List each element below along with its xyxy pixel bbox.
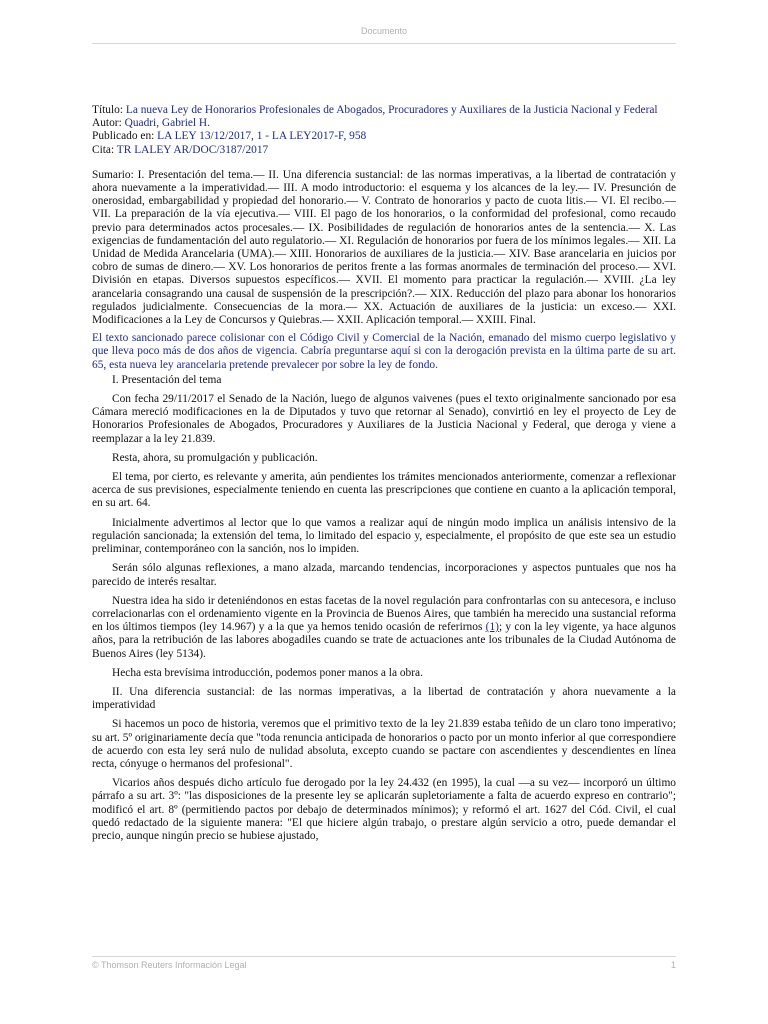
title-line xyxy=(92,104,676,117)
published-link[interactable]: LA LEY 13/12/2017, 1 - LA LEY2017-F, 958 xyxy=(157,130,367,143)
paragraph-text: ; y con la ley vigente, ya hace algunos años, para la retribución de las labores abogadiles cuando se trate de actuaciones ante los tribunales de la Ciudad Autónoma de Buenos Aires (ley 5134). xyxy=(92,621,676,660)
title-label: Título: xyxy=(92,104,126,116)
summary: Sumario: I. Presentación del tema.— II. Una diferencia sustancial: de las normas imperativas, a la libertad de contratación y ahora nuevamente a la imperatividad.— III. A modo introductorio: el esquema y los alcances de la ley.— IV. Presunción de onerosidad, embargabilidad y propiedad del honorario.— V. Contrato de honorarios y pacto de cuota litis.— VI. El recibo.— VII. La preparación de la vía ejecutiva.— VIII. El pago de los honorarios, o la conformidad del profesional, como recaudo previo para determinados actos procesales.— IX. Posibilidades de regulación de honorarios antes de la sentencia.— X. Las exigencias de fundamentación del auto regulatorio.— XI. Regulación de honorarios por fuera de los mínimos legales.— XII. La Unidad de Medida Arancelaria (UMA).— XIII. Honorarios de auxiliares de la justicia.— XIV. Base arancelaria en juicios por cobro de sumas de dinero.— XV. Los honorarios de peritos frente a las formas anormales de terminación del proceso.— XVI. División en etapas. Diversos supuestos específicos.— XVII. El momento para practicar la regulación.— XVIII. ¿La ley arancelaria consagrando una causal de suspensión de la prescripción?.— XIX. Reducción del plazo para abonar los honorarios regulados judicialmente. Consecuencias de la mora.— XX. Actuación de auxiliares de la justicia: un exceso.— XXI. Modificaciones a la Ley de Concursos y Quiebras.— XXII. Aplicación temporal.— XXIII. Final. xyxy=(92,168,676,327)
paragraph-with-footnote xyxy=(92,595,676,661)
paragraph-text: Nuestra idea ha sido ir deteniéndonos en estas facetas de la novel regulación para confrontarlas con su antecesora, e incluso correlacionarlas con el ordenamiento vigente en la Provincia de Buenos Aires, que también ha merecido una sustancial reforma en los últimos tiempos (ley 14.967) y a la que ya hemos tenido ocasión de referirnos xyxy=(92,594,676,634)
page-number: 1 xyxy=(670,960,676,970)
author-link[interactable]: Quadri, Gabriel H. xyxy=(124,117,210,130)
section-title-1: I. Presentación del tema xyxy=(112,373,222,386)
paragraph: Vicarios años después dicho artículo fue derogado por la ley 24.432 (en 1995), la cual —a su vez— incorporó un último párrafo a su art. 3º: "las disposiciones de la presente ley se aplicarán supletoriamente a falta de acuerdo expreso en contrario"; modificó el art. 8º (permitiendo pactos por debajo de determinados mínimos); y reformó el art. 1627 del Cód. Civil, el cual quedó redactado de la siguiente manera: "El que hiciere algún trabajo, o prestare algún servicio a otro, puede demandar el precio, aunque ningún precio se hubiese ajustado, xyxy=(92,777,676,842)
paragraph: Con fecha 29/11/2017 el Senado de la Nación, luego de algunos vaivenes (pues el texto originalmente sancionado por esa Cámara mereció modificaciones en la de Diputados y tuvo que retornar al Senado), convirtió en ley el proyecto de Ley de Honorarios Profesionales de Abogados, Procuradores y Auxiliares de la Justicia Nacional y Federal, que deroga y viene a reemplazar a la ley 21.839. xyxy=(92,393,676,445)
section-title-2: II. Una diferencia sustancial: de las normas imperativas, a la libertad de contratación y ahora nuevamente a la imperatividad xyxy=(92,685,676,712)
footnote-link-1[interactable]: (1) xyxy=(485,621,499,634)
paragraph: Hecha esta brevísima introducción, podemos poner manos a la obra. xyxy=(112,666,423,679)
footer-copyright: © Thomson Reuters Información Legal xyxy=(92,960,247,970)
title-link[interactable]: La nueva Ley de Honorarios Profesionales de Abogados, Procuradores y Auxiliares de la Justicia Nacional y Federal xyxy=(125,104,658,116)
page-header xyxy=(92,26,676,44)
abstract: El texto sancionado parece colisionar con el Código Civil y Comercial de la Nación, emanado del mismo cuerpo legislativo y que lleva poco más de dos años de vigencia. Cabría preguntarse aquí si con la derogación prevista en la última parte de su art. 65, esta nueva ley arancelaria pretende prevalecer por sobre la ley de fondo. xyxy=(92,332,676,371)
paragraph: Serán sólo algunas reflexiones, a mano alzada, marcando tendencias, incorporaciones y aspectos puntuales que nos ha parecido de interés resaltar. xyxy=(92,562,676,588)
paragraph: Si hacemos un poco de historia, veremos que el primitivo texto de la ley 21.839 estaba teñido de un claro tono imperativo; su art. 5º originariamente decía que "toda renuncia anticipada de honorarios o pacto por un monto inferior al que correspondiere de acuerdo con esta ley será nulo de nulidad absoluta, excepto cuando se pactare con ascendientes y descendientes en línea recta, cónyuge o hermanos del profesional". xyxy=(92,718,676,770)
author-label: Autor: xyxy=(92,117,125,130)
citation-link[interactable]: TR LALEY AR/DOC/3187/2017 xyxy=(116,143,269,156)
paragraph: Resta, ahora, su promulgación y publicación. xyxy=(112,451,318,464)
author-line xyxy=(92,117,676,130)
published-label: Publicado en: xyxy=(92,130,158,143)
citation-line xyxy=(92,144,676,157)
header-label: Documento xyxy=(360,26,408,36)
published-line xyxy=(92,130,676,143)
citation-label: Cita: xyxy=(92,143,117,156)
paragraph: Inicialmente advertimos al lector que lo que vamos a realizar aquí de ningún modo implica un análisis intensivo de la regulación sancionada; la extensión del tema, lo limitado del espacio y, especialmente, el propósito de que este sea un estudio preliminar, contemporáneo con la sanción, nos lo impiden. xyxy=(92,516,676,556)
paragraph: El tema, por cierto, es relevante y amerita, aún pendientes los trámites mencionados anteriormente, comenzar a reflexionar acerca de sus previsiones, especialmente teniendo en cuenta las prescripciones que contiene en cuanto a la aplicación temporal, en su art. 64. xyxy=(92,471,676,510)
document-body xyxy=(92,104,676,954)
page-footer xyxy=(92,956,676,974)
